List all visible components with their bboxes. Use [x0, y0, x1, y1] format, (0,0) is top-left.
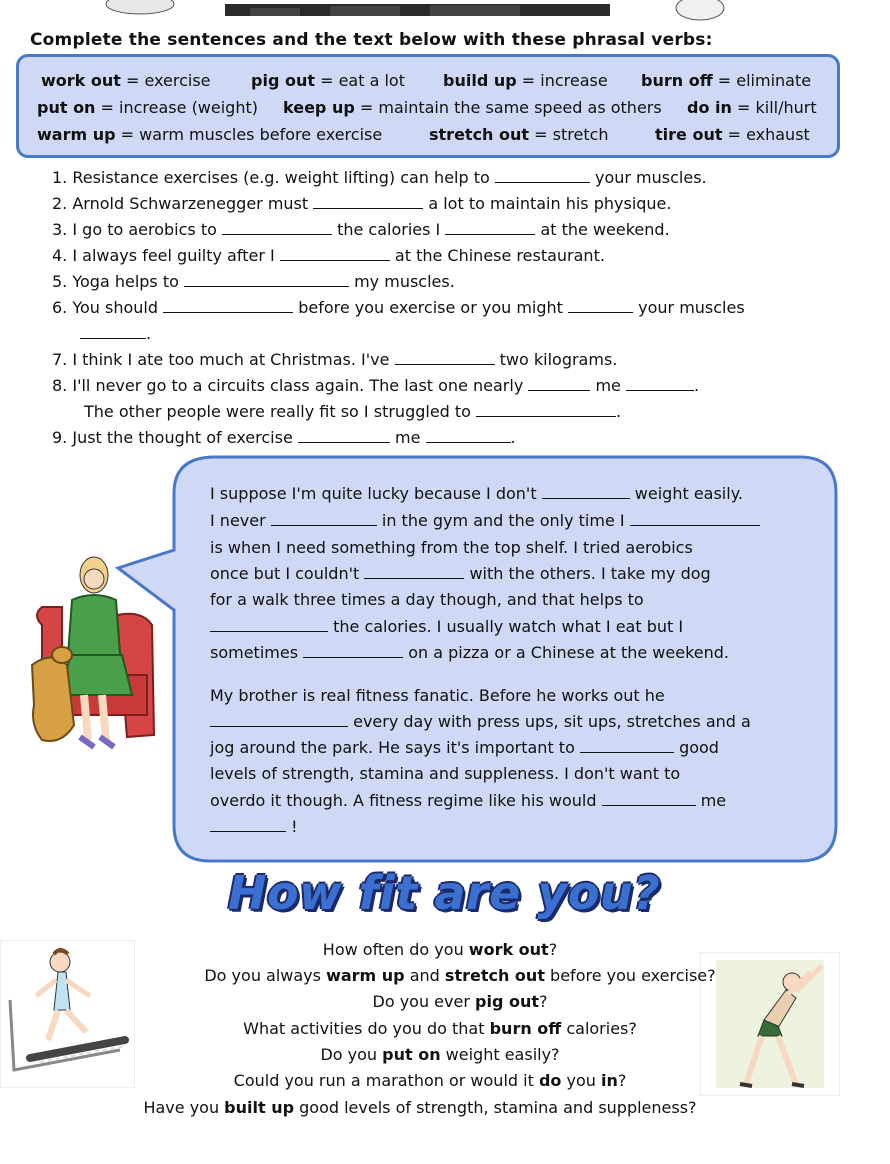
answer-blank[interactable]	[271, 511, 377, 526]
paragraph-line: for a walk three times a day though, and that helps to	[210, 590, 644, 609]
paragraph-line: I suppose I'm quite lucky because I don't weight easily.	[210, 484, 743, 503]
vocab-item: put on = increase (weight)	[37, 98, 258, 117]
answer-blank[interactable]	[630, 511, 760, 526]
paragraph-line: the calories. I usually watch what I eat but I	[210, 617, 683, 636]
paragraph-line: levels of strength, stamina and suppleness. I don't want to	[210, 764, 681, 783]
exercise-7: 7. I think I ate too much at Christmas. I've two kilograms.	[52, 350, 618, 369]
vocab-item: stretch out = stretch	[429, 125, 609, 144]
answer-blank[interactable]	[210, 712, 348, 727]
paragraph-line: overdo it though. A fitness regime like his would me	[210, 791, 727, 810]
exercise-3: 3. I go to aerobics to the calories I at the weekend.	[52, 220, 670, 239]
answer-blank[interactable]	[210, 617, 328, 632]
paragraph-line: !	[210, 817, 298, 836]
vocab-item: warm up = warm muscles before exercise	[37, 125, 383, 144]
answer-blank[interactable]	[542, 484, 630, 499]
question-item: Have you built up good levels of strength, stamina and suppleness?	[143, 1098, 697, 1117]
exercise-9: 9. Just the thought of exercise me .	[52, 428, 516, 447]
exercise-5: 5. Yoga helps to my muscles.	[52, 272, 455, 291]
exercise-1: 1. Resistance exercises (e.g. weight lifting) can help to your muscles.	[52, 168, 707, 187]
paragraph-line: My brother is real fitness fanatic. Before he works out he	[210, 686, 665, 705]
paragraph-line: jog around the park. He says it's important to good	[210, 738, 719, 757]
paragraph-line: once but I couldn't with the others. I take my dog	[210, 564, 711, 583]
vocab-item: pig out = eat a lot	[251, 71, 405, 90]
vocab-item: tire out = exhaust	[655, 125, 810, 144]
question-item: Do you ever pig out?	[372, 992, 548, 1011]
vocab-item: build up = increase	[443, 71, 608, 90]
instructions-heading: Complete the sentences and the text below with these phrasal verbs:	[30, 30, 713, 50]
answer-blank[interactable]	[364, 564, 464, 579]
question-item: How often do you work out?	[322, 940, 558, 959]
answer-blank[interactable]	[210, 817, 286, 832]
exercise-4: 4. I always feel guilty after I at the Chinese restaurant.	[52, 246, 605, 265]
exercise-8-continued: The other people were really fit so I struggled to .	[84, 402, 622, 421]
exercise-2: 2. Arnold Schwarzenegger must a lot to maintain his physique.	[52, 194, 672, 213]
question-item: Could you run a marathon or would it do you in?	[233, 1071, 627, 1090]
vocab-item: do in = kill/hurt	[687, 98, 817, 117]
vocab-item: work out = exercise	[41, 71, 211, 90]
paragraph-line: every day with press ups, sit ups, stretches and a	[210, 712, 751, 731]
headline-title: How fit are you?	[228, 866, 661, 920]
answer-blank[interactable]	[580, 738, 674, 753]
paragraph-line: sometimes on a pizza or a Chinese at the weekend.	[210, 643, 729, 662]
paragraph-line: I never in the gym and the only time I	[210, 511, 760, 530]
exercise-8: 8. I'll never go to a circuits class again. The last one nearly me .	[52, 376, 700, 395]
vocab-item: burn off = eliminate	[641, 71, 812, 90]
woman-armchair-illustration	[22, 555, 167, 755]
answer-blank[interactable]	[303, 643, 403, 658]
vocab-item: keep up = maintain the same speed as others	[283, 98, 662, 117]
exercise-6-continued: .	[80, 321, 151, 347]
exercise-6: 6. You should before you exercise or you might your muscles	[52, 298, 745, 317]
question-item: What activities do you do that burn off calories?	[243, 1019, 637, 1038]
question-item: Do you always warm up and stretch out before you exercise?	[204, 966, 716, 985]
question-item: Do you put on weight easily?	[320, 1045, 560, 1064]
paragraph-line: is when I need something from the top shelf. I tried aerobics	[210, 538, 693, 557]
answer-blank[interactable]	[602, 791, 696, 806]
treadmill-runner-illustration	[0, 940, 135, 1088]
